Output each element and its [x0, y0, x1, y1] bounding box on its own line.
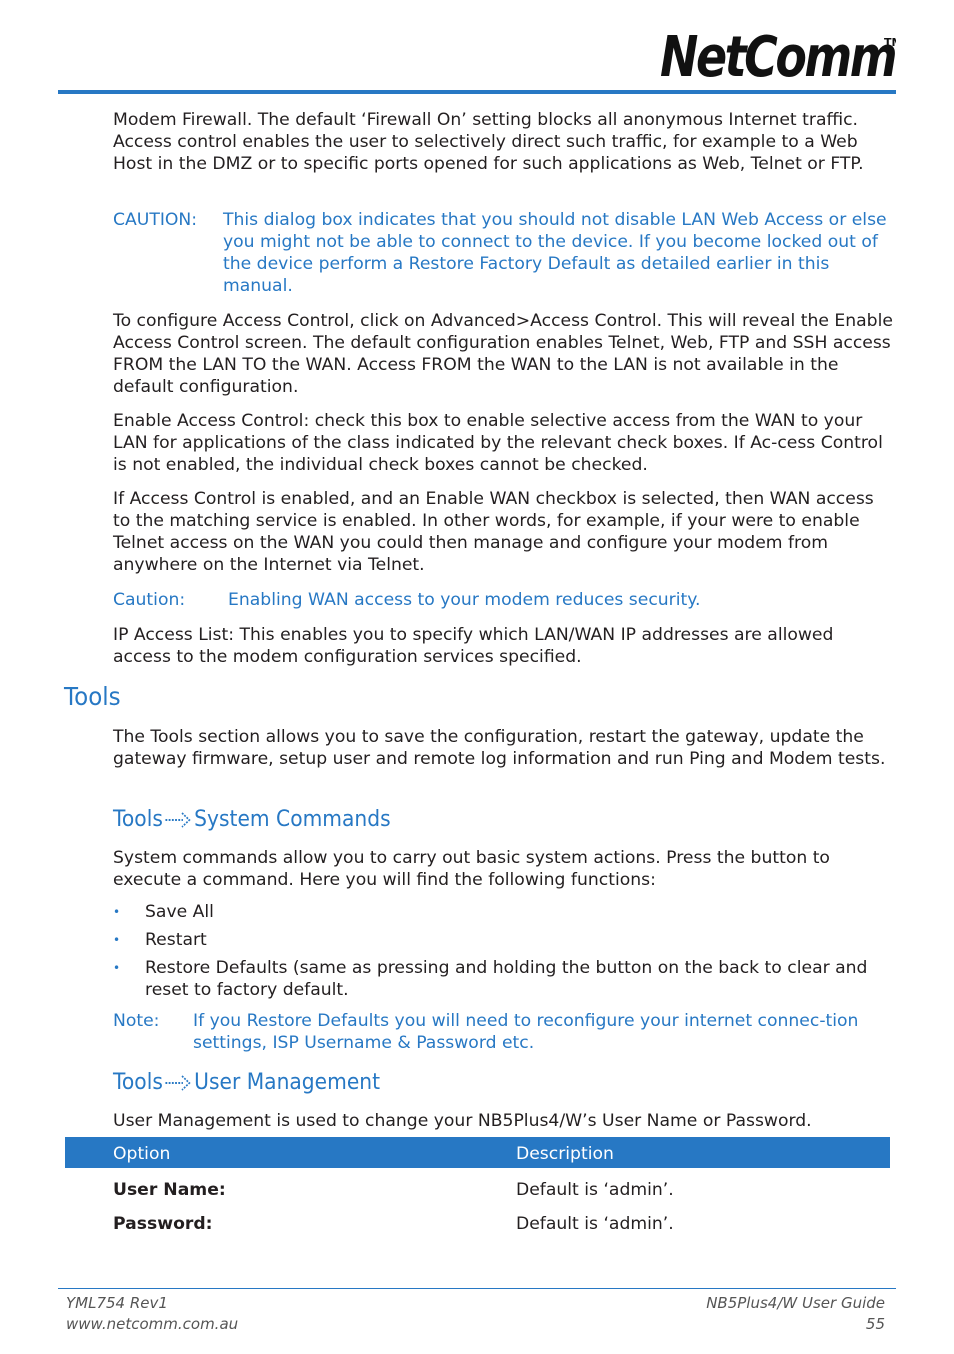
table-row	[65, 1180, 890, 1204]
paragraph-firewall: Modem Firewall. The default ‘Firewall On’ setting blocks all anonymous Internet traffic. Access control enables the user to selectively direct such traffic, for example to a Web Host in the DMZ or to specific ports opened for such applications as Web, Telnet or FTP.	[113, 110, 864, 174]
header-rule	[58, 90, 896, 94]
footer-right	[706, 1293, 885, 1335]
bullet-marker: •	[113, 933, 121, 947]
description-cell: Default is ‘admin’.	[516, 1214, 674, 1234]
caution-text-2: Enabling WAN access to your modem reduces security.	[228, 590, 701, 610]
footer-rule	[58, 1288, 896, 1289]
subheading-title: User Management	[194, 1070, 381, 1095]
paragraph-ip-access: IP Access List: This enables you to specify which LAN/WAN IP addresses are allowed access to the modem configuration services specified.	[113, 625, 834, 667]
netcomm-logo	[660, 24, 896, 90]
table-header	[65, 1137, 890, 1168]
note-text: If you Restore Defaults you will need to reconfigure your internet connec-tion settings, ISP Username & Password etc.	[193, 1011, 859, 1053]
svg-text:TM: T	[884, 36, 892, 49]
bullet-marker: •	[113, 905, 121, 919]
subheading-user-management	[113, 1070, 380, 1095]
footer-left	[66, 1293, 238, 1335]
svg-text:NetComm: NetComm	[660, 24, 896, 90]
doc-code: YML754 Rev1	[66, 1294, 168, 1312]
column-header-description: Description	[516, 1144, 614, 1164]
subheading-prefix: Tools	[113, 1070, 163, 1095]
section-heading-tools: Tools	[64, 682, 121, 711]
user-management-intro: User Management is used to change your NB5Plus4/W’s User Name or Password.	[113, 1111, 812, 1131]
bullet-marker: •	[113, 961, 121, 975]
option-cell: Password:	[113, 1214, 213, 1234]
dotted-arrow-icon	[165, 1073, 193, 1093]
caution-label-2: Caution:	[113, 590, 186, 610]
guide-title: NB5Plus4/W User Guide	[706, 1294, 885, 1312]
paragraph-enable-access: Enable Access Control: check this box to enable selective access from the WAN to your LAN for applications of the class indicated by the relevant check boxes. If Ac-cess Control is not enabled, the individual check boxes cannot be checked.	[113, 411, 883, 475]
table-row	[65, 1214, 890, 1238]
subheading-system-commands	[113, 807, 391, 832]
website-link[interactable]: www.netcomm.com.au	[66, 1315, 239, 1333]
system-commands-intro: System commands allow you to carry out basic system actions. Press the button to execute a command. Here you will find the following functions:	[113, 848, 830, 890]
note-label: Note:	[113, 1011, 160, 1031]
dotted-arrow-icon	[165, 810, 193, 830]
option-cell: User Name:	[113, 1180, 226, 1200]
paragraph-if-enabled: If Access Control is enabled, and an Enable WAN checkbox is selected, then WAN access to the matching service is enabled. In other words, for example, if your were to enable Telnet access on the WAN you could then manage and configure your modem from anywhere on the Internet via Telnet.	[113, 489, 874, 575]
tools-intro: The Tools section allows you to save the configuration, restart the gateway, update the gateway firmware, setup user and remote log information and run Ping and Modem tests.	[113, 727, 886, 769]
subheading-prefix: Tools	[113, 807, 163, 832]
column-header-option: Option	[113, 1144, 171, 1164]
subheading-title: System Commands	[194, 807, 391, 832]
caution-text: This dialog box indicates that you should not disable LAN Web Access or else you might not be able to connect to the device. If you become locked out of the device perform a Restore Factory Default as detailed earlier in this manual.	[223, 210, 887, 296]
description-cell: Default is ‘admin’.	[516, 1180, 674, 1200]
page-number: 55	[865, 1315, 885, 1333]
paragraph-configure: To configure Access Control, click on Advanced>Access Control. This will reveal the Enable Access Control screen. The default configuration enables Telnet, Web, FTP and SSH access FROM the LAN TO the WAN. Access FROM the WAN to the LAN is not available in the default configuration.	[113, 311, 893, 397]
caution-label: CAUTION:	[113, 210, 198, 230]
